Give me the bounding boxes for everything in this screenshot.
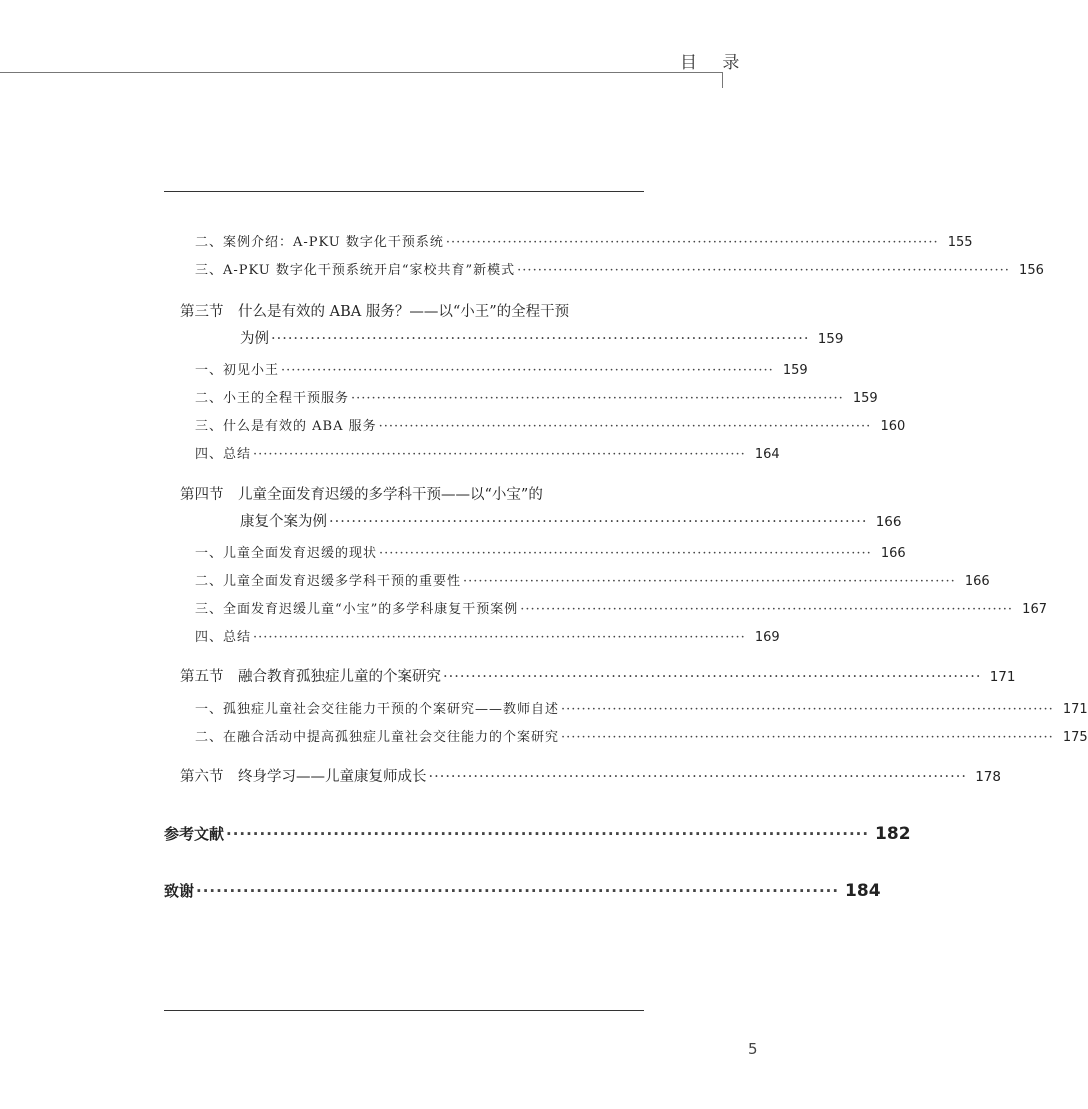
toc-entry-label: 二、在融合活动中提高孤独症儿童社会交往能力的个案研究 bbox=[195, 730, 560, 745]
dot-leader: ································································································ bbox=[253, 447, 746, 462]
page-number: 5 bbox=[748, 1040, 758, 1058]
dot-leader: ································································································ bbox=[253, 630, 746, 645]
toc-entry[interactable] bbox=[195, 698, 1088, 717]
toc-entry-label: 三、什么是有效的 ABA 服务 bbox=[195, 419, 377, 434]
section-title[interactable]: 第三节 什么是有效的 ABA 服务？——以“小王”的全程干预 bbox=[180, 304, 570, 320]
toc-entry[interactable] bbox=[180, 665, 1016, 686]
toc-entry-label: 三、A-PKU 数字化干预系统开启“家校共育”新模式 bbox=[195, 263, 516, 278]
toc-entry-page: 171 bbox=[989, 669, 1016, 685]
toc-entry[interactable] bbox=[195, 231, 973, 250]
toc-entry-label: 二、儿童全面发育迟缓多学科干预的重要性 bbox=[195, 574, 462, 589]
dot-leader: ································································································ bbox=[561, 730, 1054, 745]
toc-entry-page: 182 bbox=[875, 824, 911, 844]
dot-leader: ································································································ bbox=[226, 825, 870, 843]
dot-leader: ································································································ bbox=[517, 263, 1010, 278]
toc-entry[interactable] bbox=[195, 626, 780, 645]
dot-leader: ································································································ bbox=[443, 669, 982, 685]
section-title-continued: 为例 bbox=[240, 331, 269, 347]
dot-leader: ································································································ bbox=[281, 363, 774, 378]
dot-leader: ································································································ bbox=[329, 514, 868, 530]
toc-entry-label: 一、孤独症儿童社会交往能力干预的个案研究——教师自述 bbox=[195, 702, 560, 717]
toc-entry[interactable] bbox=[195, 598, 1047, 617]
toc-entry-label: 三、全面发育迟缓儿童“小宝”的多学科康复干预案例 bbox=[195, 602, 519, 617]
toc-entry-page: 159 bbox=[852, 391, 878, 406]
toc-entry[interactable] bbox=[195, 415, 906, 434]
toc-entry-page: 184 bbox=[845, 881, 881, 901]
toc-entry[interactable] bbox=[240, 510, 902, 531]
dot-leader: ································································································ bbox=[520, 602, 1013, 617]
toc-entry-page: 155 bbox=[947, 235, 973, 250]
toc-entry-label: 参考文献 bbox=[164, 825, 225, 843]
toc-entry-label: 四、总结 bbox=[195, 630, 252, 645]
section-title-continued: 康复个案为例 bbox=[240, 514, 327, 530]
toc-entry-page: 166 bbox=[964, 574, 990, 589]
section-title: 第六节 终身学习——儿童康复师成长 bbox=[180, 769, 427, 785]
dot-leader: ································································································ bbox=[271, 331, 810, 347]
toc-entry-label: 一、儿童全面发育迟缓的现状 bbox=[195, 546, 378, 561]
dot-leader: ································································································ bbox=[351, 391, 844, 406]
toc-entry-page: 156 bbox=[1019, 263, 1044, 278]
toc-entry-page: 169 bbox=[754, 630, 780, 645]
toc-entry-page: 164 bbox=[754, 447, 780, 462]
toc-entry[interactable] bbox=[195, 542, 906, 561]
toc-entry[interactable] bbox=[195, 259, 1044, 278]
header-title: 目 录 bbox=[680, 53, 750, 73]
dot-leader: ································································································ bbox=[196, 882, 840, 900]
toc-entry-label: 二、小王的全程干预服务 bbox=[195, 391, 350, 406]
toc-bottom-rule bbox=[164, 1010, 644, 1011]
toc-entry-page: 175 bbox=[1062, 730, 1088, 745]
toc-entry[interactable] bbox=[195, 443, 780, 462]
toc-entry-label: 二、案例介绍：A-PKU 数字化干预系统 bbox=[195, 235, 444, 250]
toc-entry-page: 178 bbox=[975, 769, 1001, 785]
toc-entry[interactable] bbox=[195, 726, 1088, 745]
toc-entry[interactable] bbox=[195, 387, 878, 406]
dot-leader: ································································································ bbox=[445, 235, 939, 250]
dot-leader: ································································································ bbox=[561, 702, 1054, 717]
toc-entry-acknowledgements[interactable] bbox=[164, 880, 881, 901]
dot-leader: ································································································ bbox=[463, 574, 956, 589]
toc-entry-page: 167 bbox=[1022, 602, 1047, 617]
dot-leader: ································································································ bbox=[428, 769, 967, 785]
toc-entry-page: 159 bbox=[782, 363, 808, 378]
toc-entry-page: 159 bbox=[817, 331, 844, 347]
toc-entry-references[interactable] bbox=[164, 823, 911, 844]
toc-entry-page: 171 bbox=[1062, 702, 1088, 717]
dot-leader: ································································································ bbox=[379, 546, 872, 561]
toc-entry-label: 四、总结 bbox=[195, 447, 252, 462]
toc-entry-label: 一、初见小王 bbox=[195, 363, 280, 378]
toc-entry[interactable] bbox=[180, 765, 1001, 786]
toc-entry-page: 166 bbox=[875, 514, 902, 530]
toc-entry-page: 166 bbox=[880, 546, 906, 561]
section-title: 第五节 融合教育孤独症儿童的个案研究 bbox=[180, 669, 441, 685]
toc-entry[interactable] bbox=[195, 570, 990, 589]
toc-entry[interactable] bbox=[240, 327, 844, 348]
toc-entry-page: 160 bbox=[880, 419, 906, 434]
toc-entry-label: 致谢 bbox=[164, 882, 195, 900]
section-title[interactable]: 第四节 儿童全面发育迟缓的多学科干预——以“小宝”的 bbox=[180, 487, 543, 503]
dot-leader: ································································································ bbox=[378, 419, 872, 434]
toc-entry[interactable] bbox=[195, 359, 808, 378]
